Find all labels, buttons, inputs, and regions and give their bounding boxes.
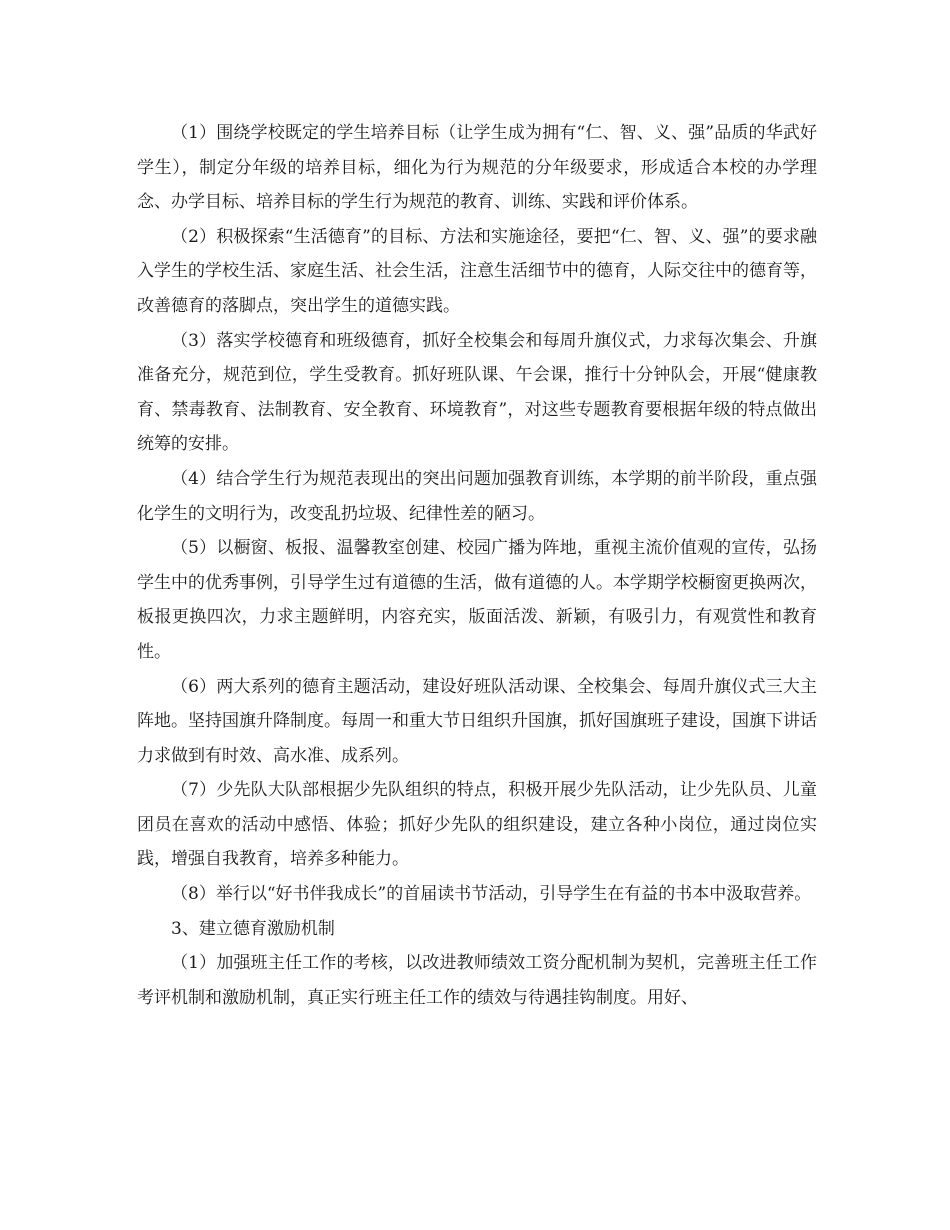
paragraph-2: （2）积极探索“生活德育”的目标、方法和实施途径，要把“仁、智、义、强”的要求融入学生的学校生活、家庭生活、社会生活，注意生活细节中的德育，人际交往中的德育等，改善德育的落脚点，突出学生的道德实践。 — [137, 226, 817, 316]
paragraph-9: （1）加强班主任工作的考核，以改进教师绩效工资分配机制为契机，完善班主任工作考评机制和激励机制，真正实行班主任工作的绩效与待遇挂钩制度。用好、 — [137, 953, 817, 1008]
paragraph-5: （5）以橱窗、板报、温馨教室创建、校园广播为阵地，重视主流价值观的宣传，弘扬学生中的优秀事例，引导学生过有道德的生活，做有道德的人。本学期学校橱窗更换两次，板报更换四次，力求主题鲜明，内容充实，版面活泼、新颖，有吸引力，有观赏性和教育性。 — [137, 538, 817, 662]
document-body — [137, 116, 817, 1015]
paragraph-4: （4）结合学生行为规范表现出的突出问题加强教育训练，本学期的前半阶段，重点强化学生的文明行为，改变乱扔垃圾、纪律性差的陋习。 — [137, 468, 817, 524]
paragraph-1: （1）围绕学校既定的学生培养目标（让学生成为拥有“仁、智、义、强”品质的华武好学生），制定分年级的培养目标，细化为行为规范的分年级要求，形成适合本校的办学理念、办学目标、培养目标的学生行为规范的教育、训练、实践和评价体系。 — [137, 123, 817, 213]
paragraph-3: （3）落实学校德育和班级德育，抓好全校集会和每周升旗仪式，力求每次集会、升旗准备充分，规范到位，学生受教育。抓好班队课、午会课，推行十分钟队会，开展“健康教育、禁毒教育、法制教育、安全教育、环境教育”，对这些专题教育要根据年级的特点做出统筹的安排。 — [137, 330, 817, 455]
paragraph-7: （7）少先队大队部根据少先队组织的特点，积极开展少先队活动，让少先队员、儿童团员在喜欢的活动中感悟、体验；抓好少先队的组织建设，建立各种小岗位，通过岗位实践，增强自我教育，培养多种能力。 — [137, 780, 817, 870]
section-heading: 3、建立德育激励机制 — [171, 918, 335, 939]
paragraph-6: （6）两大系列的德育主题活动，建设好班队活动课、全校集会、每周升旗仪式三大主阵地。坚持国旗升降制度。每周一和重大节日组织升国旗，抓好国旗班子建设，国旗下讲话力求做到有时效、高水准、成系列。 — [137, 676, 817, 766]
paragraph-8: （8）举行以“好书伴我成长”的首届读书节活动，引导学生在有益的书本中汲取营养。 — [171, 884, 812, 905]
